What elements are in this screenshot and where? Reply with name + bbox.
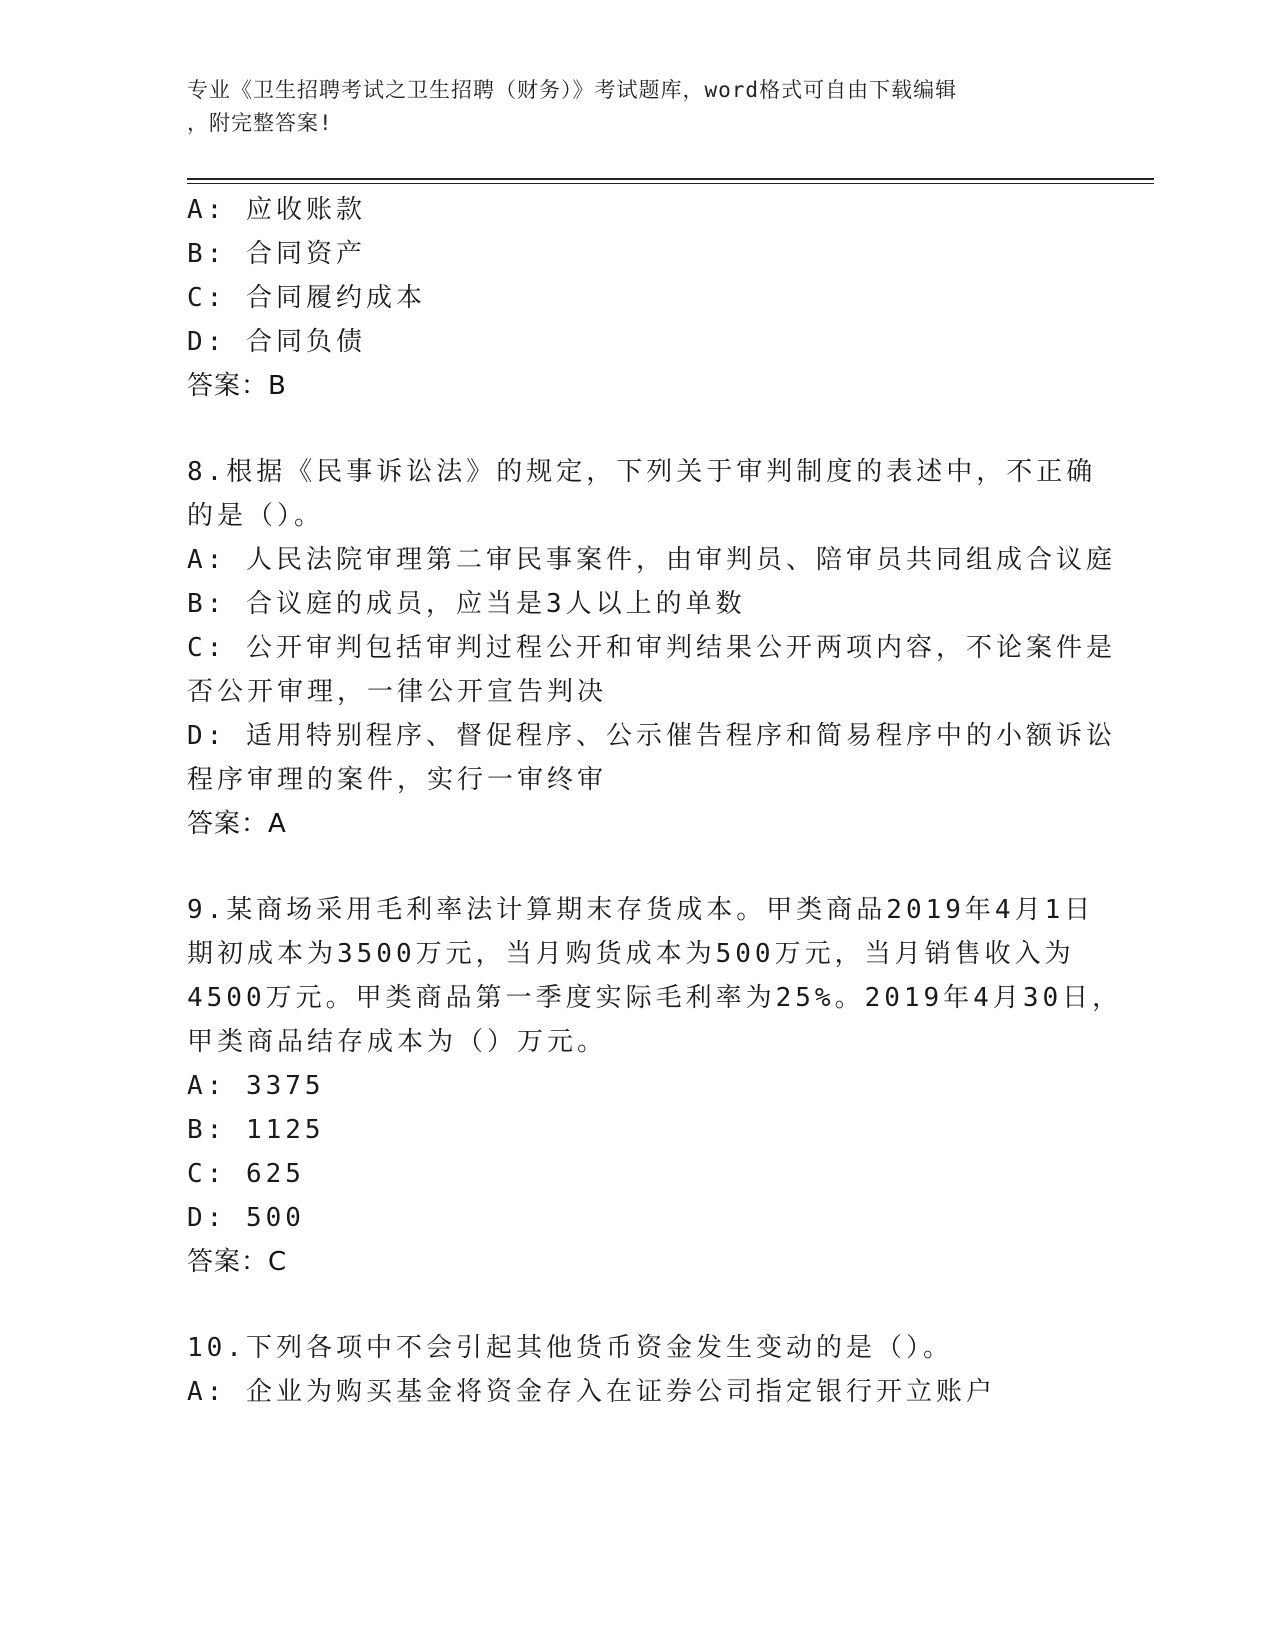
header-divider-thick [187,178,1154,180]
q9-option-b: B: 1125 [187,1115,325,1145]
q7-option-d: D: 合同负债 [187,327,366,357]
header-line-2: ，附完整答案! [187,111,333,135]
q8-answer: 答案：A [187,809,287,839]
q8-stem-line-1: 8.根据《民事诉讼法》的规定，下列关于审判制度的表述中，不正确 [187,457,1097,487]
q7-answer: 答案：B [187,371,287,401]
q9-stem-line-3: 4500万元。甲类商品第一季度实际毛利率为25%。2019年4月30日， [187,983,1123,1013]
q9-stem-line-4: 甲类商品结存成本为（）万元。 [187,1027,608,1057]
q10-stem-line-1: 10.下列各项中不会引起其他货币资金发生变动的是（）。 [187,1333,953,1363]
document-header [187,74,1067,140]
q8-stem-line-2: 的是（）。 [187,501,325,531]
q10-option-a: A: 企业为购买基金将资金存入在证券公司指定银行开立账户 [187,1377,996,1407]
q8-option-d-line-2: 程序审理的案件，实行一审终审 [187,765,608,795]
q9-option-d: D: 500 [187,1203,305,1233]
q7-option-a: A: 应收账款 [187,195,366,225]
q8-option-c-line-1: C: 公开审判包括审判过程公开和审判结果公开两项内容，不论案件是 [187,633,1116,663]
header-line-1: 专业《卫生招聘考试之卫生招聘（财务）》考试题库，word格式可自由下载编辑 [187,78,958,102]
q9-option-c: C: 625 [187,1159,305,1189]
q9-stem-line-2: 期初成本为3500万元，当月购货成本为500万元，当月销售收入为 [187,939,1075,969]
q9-stem-line-1: 9.某商场采用毛利率法计算期末存货成本。甲类商品2019年4月1日 [187,895,1095,925]
q7-option-b: B: 合同资产 [187,239,366,269]
q9-answer: 答案：C [187,1247,288,1277]
q7-option-c: C: 合同履约成本 [187,283,426,313]
q8-option-b: B: 合议庭的成员，应当是3人以上的单数 [187,589,746,619]
q8-option-a: A: 人民法院审理第二审民事案件，由审判员、陪审员共同组成合议庭 [187,545,1116,575]
q9-option-a: A: 3375 [187,1071,325,1101]
header-divider-thin [187,183,1154,184]
q8-option-d-line-1: D: 适用特别程序、督促程序、公示催告程序和简易程序中的小额诉讼 [187,721,1116,751]
q8-option-c-line-2: 否公开审理，一律公开宣告判决 [187,677,608,707]
